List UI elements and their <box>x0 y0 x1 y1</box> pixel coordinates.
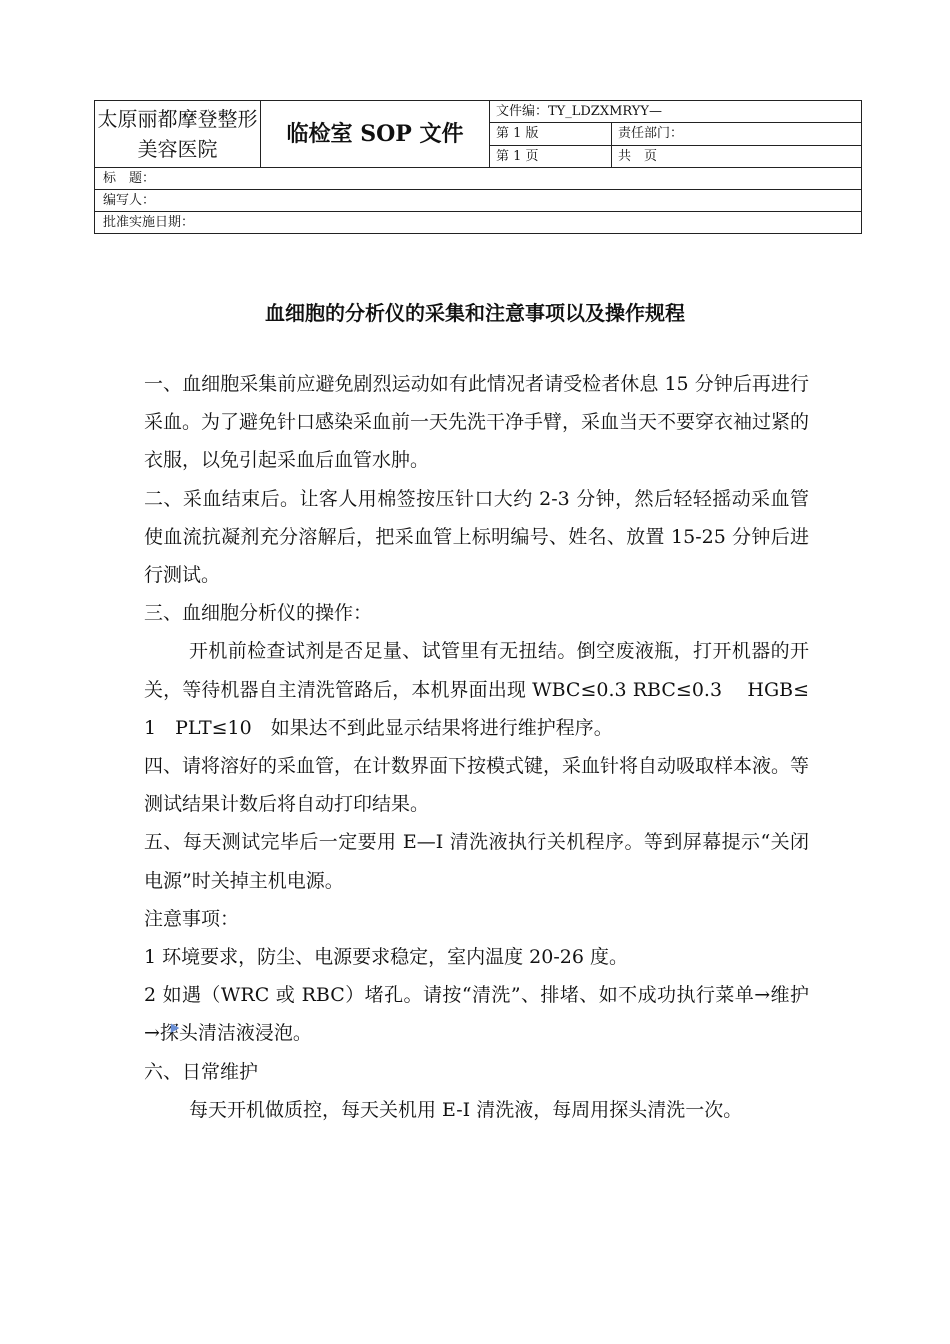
subject-row: 标 题： <box>95 168 862 190</box>
hospital-name: 太原丽都摩登整形美容医院 <box>95 101 261 168</box>
paragraph-5: 四、请将溶好的采血管，在计数界面下按模式键，采血针将自动吸取样本液。等测试结果计数后将自动打印结果。 <box>144 755 810 816</box>
document-body <box>144 365 809 1129</box>
author-row: 编写人： <box>95 190 862 212</box>
document-type-title: 临检室 SOP 文件 <box>261 101 490 168</box>
approval-date-row: 批准实施日期： <box>95 212 862 234</box>
responsible-department: 责任部门： <box>612 123 862 145</box>
notes-heading: 注意事项： <box>144 907 240 930</box>
paragraph-3: 三、血细胞分析仪的操作： <box>144 602 373 625</box>
note-1: 1 环境要求，防尘、电源要求稳定，室内温度 20-26 度。 <box>144 946 628 969</box>
page-number: 第 1 页 <box>490 145 612 167</box>
total-pages: 共 页 <box>612 145 862 167</box>
daily-maintenance-heading: 六、日常维护 <box>144 1060 259 1083</box>
note-2: 2 如遇（WRC 或 RBC）堵孔。请按“清洗”、排堵、如不成功执行菜单→维护→探头清洁液浸泡。 <box>144 984 809 1045</box>
daily-maintenance-text: 每天开机做质控，每天关机用 E-I 清洗液，每周用探头清洗一次。 <box>189 1098 743 1121</box>
sop-header-table <box>94 100 862 234</box>
paragraph-2: 二、采血结束后。让客人用棉签按压针口大约 2-3 分钟，然后轻轻摇动采血管使血流抗凝剂充分溶解后，把采血管上标明编号、姓名、放置 15-25 分钟后进行测试。 <box>144 487 809 587</box>
file-number: 文件编：TY_LDZXMRYY— <box>490 101 862 123</box>
paragraph-1: 一、血细胞采集前应避免剧烈运动如有此情况者请受检者休息 15 分钟后再进行采血。为了避免针口感染采血前一天先洗干净手臂，采血当天不要穿衣袖过紧的衣服，以免引起采血后血管水肿。 <box>144 373 810 472</box>
paragraph-6: 五、每天测试完毕后一定要用 E—I 清洗液执行关机程序。等到屏幕提示“关闭电源”时关掉主机电源。 <box>144 831 809 892</box>
edition: 第 1 版 <box>490 123 612 145</box>
paragraph-4: 开机前检查试剂是否足量、试管里有无扭结。倒空废液瓶，打开机器的开关，等待机器自主清洗管路后，本机界面出现 WBC≤0.3 RBC≤0.3 HGB≤1 PLT≤10 如果达不到此显示结果将进行维护程序。 <box>144 640 809 739</box>
document-title: 血细胞的分析仪的采集和注意事项以及操作规程 <box>265 301 685 325</box>
